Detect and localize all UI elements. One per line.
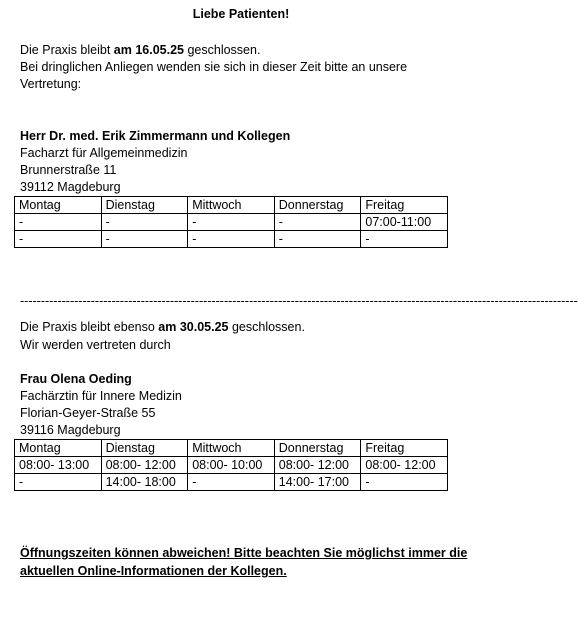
footer-warning-line-1: Öffnungszeiten können abweichen! Bitte beachten Sie möglichst immer die xyxy=(20,546,468,560)
table-header-cell: Dienstag xyxy=(101,440,188,457)
closure-notice-1-suffix: geschlossen. xyxy=(184,43,261,57)
table-cell: - xyxy=(188,474,275,491)
table-cell: - xyxy=(361,474,448,491)
table-cell: - xyxy=(15,214,102,231)
doctor-1-name: Herr Dr. med. Erik Zimmermann und Kollegen xyxy=(20,129,291,143)
table-header-cell: Dienstag xyxy=(101,197,188,214)
schedule-table-1 xyxy=(14,196,448,248)
table-cell: - xyxy=(361,231,448,248)
closure-notice-2-text: Die Praxis bleibt ebenso xyxy=(20,320,159,334)
urgent-notice-line: Bei dringlichen Anliegen wenden sie sich in dieser Zeit bitte an unsere xyxy=(20,60,408,74)
doctor-1-specialty: Facharzt für Allgemeinmedizin xyxy=(20,146,188,160)
table-header-row xyxy=(15,440,448,457)
table-cell: 14:00- 18:00 xyxy=(101,474,188,491)
table-cell: 08:00- 12:00 xyxy=(274,457,361,474)
closure-notice-2-suffix: geschlossen. xyxy=(228,320,305,334)
table-header-cell: Freitag xyxy=(361,197,448,214)
table-header-cell: Montag xyxy=(15,197,102,214)
table-header-row xyxy=(15,197,448,214)
table-row xyxy=(15,231,448,248)
doctor-1-street: Brunnerstraße 11 xyxy=(20,163,117,177)
table-header-cell: Freitag xyxy=(361,440,448,457)
dashed-separator: -------------------------------------------------------------------------------------------------------------------------------------- xyxy=(20,294,578,308)
representation-label: Vertretung: xyxy=(20,77,82,91)
table-cell: 08:00- 13:00 xyxy=(15,457,102,474)
table-cell: - xyxy=(101,214,188,231)
doctor-2-name: Frau Olena Oeding xyxy=(20,372,132,386)
table-header-cell: Donnerstag xyxy=(274,197,361,214)
table-cell: - xyxy=(188,214,275,231)
table-header-cell: Montag xyxy=(15,440,102,457)
table-cell: - xyxy=(101,231,188,248)
page-heading: Liebe Patienten! xyxy=(192,7,290,21)
closure-notice-1-text: Die Praxis bleibt xyxy=(20,43,114,57)
table-cell: - xyxy=(15,474,102,491)
representation-notice: Wir werden vertreten durch xyxy=(20,338,171,352)
doctor-2-specialty: Fachärztin für Innere Medizin xyxy=(20,389,182,403)
closure-notice-2 xyxy=(20,319,305,336)
table-cell: - xyxy=(188,231,275,248)
table-row xyxy=(15,457,448,474)
doctor-2-city: 39116 Magdeburg xyxy=(20,423,121,437)
table-cell: 08:00- 12:00 xyxy=(101,457,188,474)
table-cell: - xyxy=(274,231,361,248)
table-row xyxy=(15,214,448,231)
table-cell: - xyxy=(15,231,102,248)
table-row xyxy=(15,474,448,491)
closure-date-2: am 30.05.25 xyxy=(158,320,229,334)
table-cell: 08:00- 10:00 xyxy=(188,457,275,474)
table-cell: - xyxy=(274,214,361,231)
closure-date-1: am 16.05.25 xyxy=(113,43,184,57)
doctor-2-street: Florian-Geyer-Straße 55 xyxy=(20,406,156,420)
closure-notice-1 xyxy=(20,42,260,59)
table-cell: 08:00- 12:00 xyxy=(361,457,448,474)
table-header-cell: Mittwoch xyxy=(188,197,275,214)
footer-warning-line-2: aktuellen Online-Informationen der Kollegen. xyxy=(20,564,287,578)
schedule-table-2 xyxy=(14,439,448,491)
doctor-1-city: 39112 Magdeburg xyxy=(20,180,121,194)
table-header-cell: Mittwoch xyxy=(188,440,275,457)
table-cell: 14:00- 17:00 xyxy=(274,474,361,491)
table-cell: 07:00-11:00 xyxy=(361,214,448,231)
table-header-cell: Donnerstag xyxy=(274,440,361,457)
